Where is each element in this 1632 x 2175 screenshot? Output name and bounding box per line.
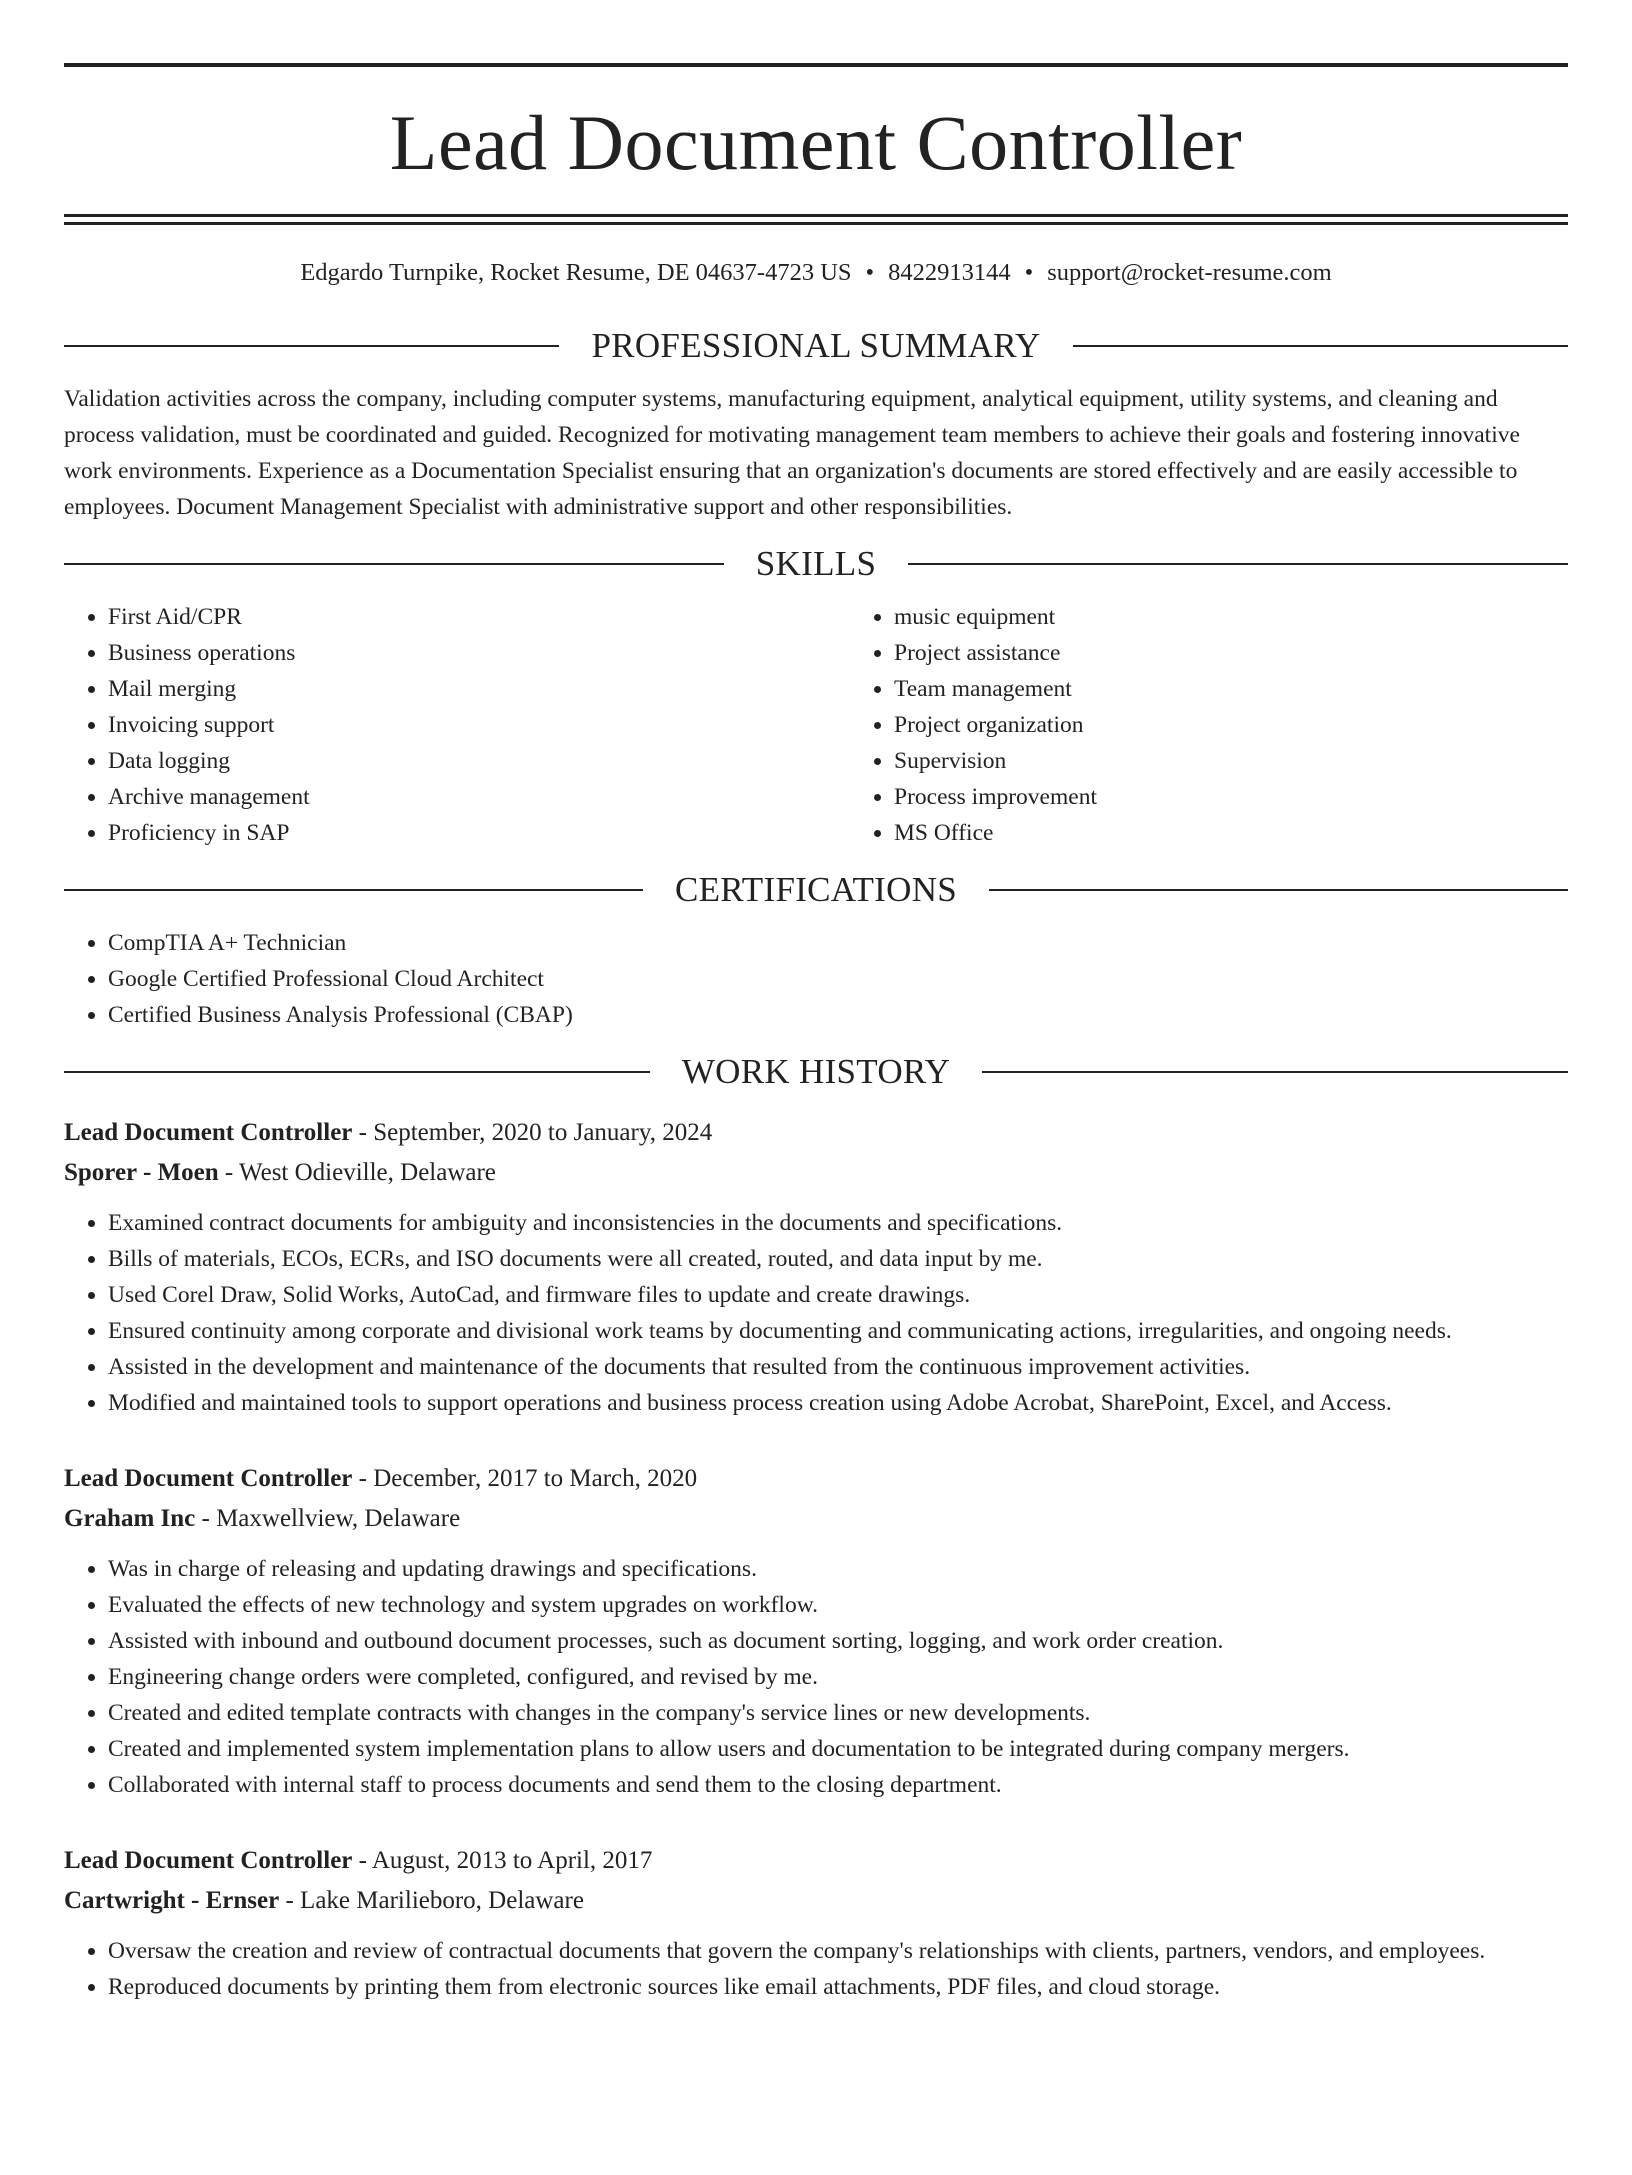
job-bullets: [64, 1933, 1568, 2005]
job-company-line: [64, 1153, 1568, 1193]
heading-rule: [989, 889, 1568, 891]
certifications-heading: CERTIFICATIONS: [674, 870, 958, 910]
job-dates: - December, 2017 to March, 2020: [352, 1465, 698, 1493]
skill-item: • First Aid/CPR: [108, 599, 850, 635]
job-location: - West Odieville, Delaware: [218, 1159, 496, 1187]
job-entry: [64, 1841, 1568, 2005]
job-entry: [64, 1459, 1568, 1803]
job-bullets: [64, 1205, 1568, 1421]
contact-separator: •: [1024, 259, 1034, 286]
skills-heading: SKILLS: [755, 544, 877, 584]
skill-item: • Project assistance: [894, 635, 1568, 671]
job-bullet: • Collaborated with internal staff to process documents and send them to the closing department.: [108, 1767, 1568, 1803]
job-bullet: • Bills of materials, ECOs, ECRs, and ISO documents were all created, routed, and data input by me.: [108, 1241, 1568, 1277]
certifications-section-heading: [64, 869, 1568, 911]
job-bullet: • Assisted in the development and maintenance of the documents that resulted from the continuous improvement activities.: [108, 1349, 1568, 1385]
certifications-list: [64, 925, 1568, 1033]
job-location: - Lake Marilieboro, Delaware: [279, 1887, 584, 1915]
job-company-line: [64, 1881, 1568, 1921]
job-company: Graham Inc: [64, 1505, 196, 1533]
skill-item: • Proficiency in SAP: [108, 815, 850, 851]
skills-section-heading: [64, 543, 1568, 585]
job-bullet: • Oversaw the creation and review of contractual documents that govern the company's relationships with clients, partners, vendors, and employees.: [108, 1933, 1568, 1969]
job-entry: [64, 1113, 1568, 1421]
certification-item: • Certified Business Analysis Professional (CBAP): [108, 997, 1568, 1033]
job-title: Lead Document Controller: [64, 1847, 353, 1875]
job-bullet: • Engineering change orders were completed, configured, and revised by me.: [108, 1659, 1568, 1695]
job-company: Sporer - Moen: [64, 1159, 219, 1187]
summary-text: Validation activities across the company, including computer systems, manufacturing equipment, analytical equipment, utility systems, and cleaning and process validation, must be coordinated and guided. Recognized for motivating management team members to achieve their goals and fostering innovative work environments. Experience as a Documentation Specialist ensuring that an organization's documents are stored effectively and are easily accessible to employees. Document Management Specialist with administrative support and other responsibilities.: [64, 386, 1520, 521]
skills-grid: [64, 599, 1568, 851]
job-company-line: [64, 1499, 1568, 1539]
double-rule: [64, 214, 1568, 225]
top-rule: [64, 63, 1568, 67]
job-bullet: • Evaluated the effects of new technology and system upgrades on workflow.: [108, 1587, 1568, 1623]
heading-rule: [908, 563, 1568, 565]
skill-item: • Supervision: [894, 743, 1568, 779]
job-bullet: • Was in charge of releasing and updating drawings and specifications.: [108, 1551, 1568, 1587]
job-bullet: • Used Corel Draw, Solid Works, AutoCad, and firmware files to update and create drawings.: [108, 1277, 1568, 1313]
job-dates: - August, 2013 to April, 2017: [352, 1847, 653, 1875]
skill-item: • Business operations: [108, 635, 850, 671]
skill-item: • Process improvement: [894, 779, 1568, 815]
skill-item: • MS Office: [894, 815, 1568, 851]
heading-rule: [64, 1071, 650, 1073]
job-location: - Maxwellview, Delaware: [195, 1505, 461, 1533]
job-bullets: [64, 1551, 1568, 1803]
skill-item: • music equipment: [894, 599, 1568, 635]
work-heading: WORK HISTORY: [681, 1052, 951, 1092]
summary-section-heading: [64, 325, 1568, 367]
skills-list-right: [850, 599, 1568, 851]
heading-rule: [64, 563, 724, 565]
job-title-line: [64, 1113, 1568, 1153]
skill-item: • Data logging: [108, 743, 850, 779]
job-bullet: • Modified and maintained tools to support operations and business process creation using Adobe Acrobat, SharePoint, Excel, and Access.: [108, 1385, 1568, 1421]
resume-title: Lead Document Controller: [389, 99, 1243, 186]
contact-address: Edgardo Turnpike, Rocket Resume, DE 04637-4723 US: [300, 259, 852, 286]
job-title: Lead Document Controller: [64, 1465, 353, 1493]
job-dates: - September, 2020 to January, 2024: [352, 1119, 713, 1147]
contact-line: [64, 258, 1568, 287]
job-bullet: • Ensured continuity among corporate and divisional work teams by documenting and communicating actions, irregularities, and ongoing needs.: [108, 1313, 1568, 1349]
skill-item: • Project organization: [894, 707, 1568, 743]
job-title: Lead Document Controller: [64, 1119, 353, 1147]
skill-item: • Team management: [894, 671, 1568, 707]
job-title-line: [64, 1459, 1568, 1499]
summary-heading: PROFESSIONAL SUMMARY: [591, 326, 1041, 366]
heading-rule: [982, 1071, 1568, 1073]
heading-rule: [1073, 345, 1568, 347]
job-title-line: [64, 1841, 1568, 1881]
contact-phone: 8422913144: [888, 259, 1011, 286]
job-bullet: • Created and edited template contracts with changes in the company's service lines or new developments.: [108, 1695, 1568, 1731]
certification-item: • CompTIA A+ Technician: [108, 925, 1568, 961]
job-bullet: • Created and implemented system implementation plans to allow users and documentation to be integrated during company mergers.: [108, 1731, 1568, 1767]
skill-item: • Archive management: [108, 779, 850, 815]
skills-list-left: [64, 599, 850, 851]
heading-rule: [64, 889, 643, 891]
skill-item: • Mail merging: [108, 671, 850, 707]
job-company: Cartwright - Ernser: [64, 1887, 280, 1915]
contact-email: support@rocket-resume.com: [1047, 259, 1332, 286]
skill-item: • Invoicing support: [108, 707, 850, 743]
certification-item: • Google Certified Professional Cloud Architect: [108, 961, 1568, 997]
work-section-heading: [64, 1051, 1568, 1093]
heading-rule: [64, 345, 559, 347]
resume-page: [0, 63, 1632, 2175]
job-bullet: • Examined contract documents for ambiguity and inconsistencies in the documents and specifications.: [108, 1205, 1568, 1241]
job-bullet: • Reproduced documents by printing them from electronic sources like email attachments, PDF files, and cloud storage.: [108, 1969, 1568, 2005]
job-bullet: • Assisted with inbound and outbound document processes, such as document sorting, logging, and work order creation.: [108, 1623, 1568, 1659]
contact-separator: •: [865, 259, 875, 286]
